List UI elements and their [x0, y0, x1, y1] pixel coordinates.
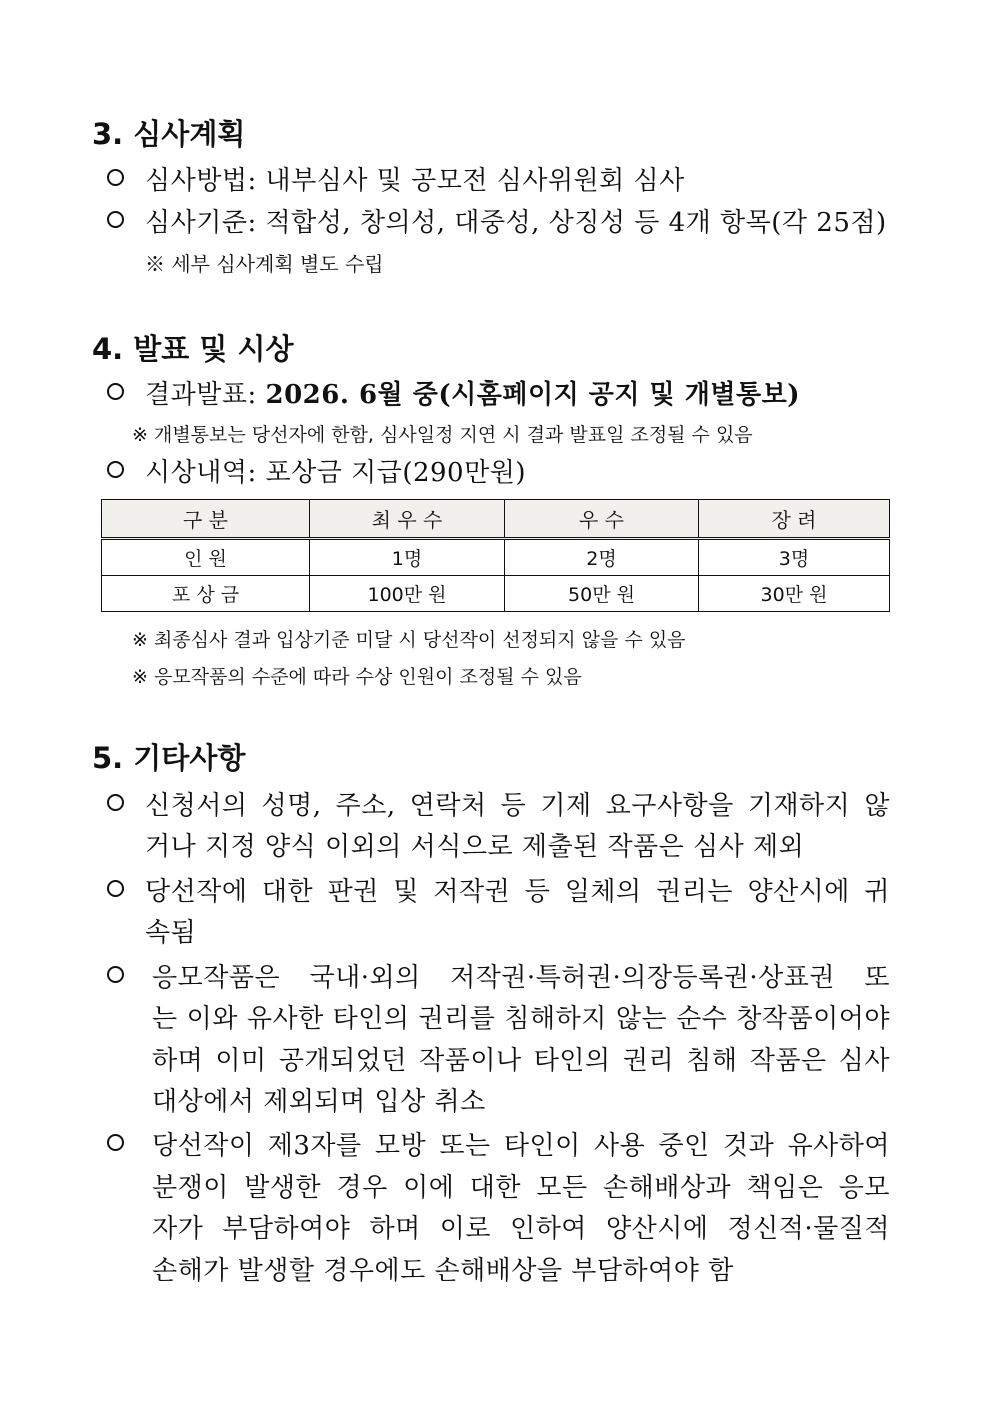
other-item-3-line-4: 대상에서 제외되며 입상 취소	[152, 1087, 486, 1117]
circle-bullet-icon	[107, 461, 124, 478]
other-item-1-line-2: 거나 지정 양식 이외의 서식으로 제출된 작품은 심사 제외	[145, 832, 805, 862]
table-cell: 100만 원	[310, 576, 505, 612]
result-announcement-date: 2026. 6월 중(시홈페이지 공지 및 개별통보)	[265, 380, 800, 410]
award-details: 시상내역: 포상금 지급(290만원)	[145, 458, 526, 488]
other-item-3-line-1: 응모작품은 국내·외의 저작권·특허권·의장등록권·상표권 또	[152, 963, 890, 993]
award-table-header	[102, 500, 890, 539]
other-item-3-line-2: 는 이와 유사한 타인의 권리를 침해하지 않는 순수 창작품이어야	[152, 1004, 890, 1034]
award-table	[101, 499, 890, 612]
circle-bullet-icon	[107, 383, 124, 400]
table-cell: 포 상 금	[102, 576, 310, 612]
table-cell: 3명	[699, 539, 890, 576]
circle-bullet-icon	[107, 880, 124, 897]
circle-bullet-icon	[107, 169, 124, 186]
circle-bullet-icon	[107, 966, 124, 983]
other-item-2-line-1: 당선작에 대한 판권 및 저작권 등 일체의 권리는 양산시에 귀	[145, 877, 890, 907]
table-cell: 30만 원	[699, 576, 890, 612]
table-cell: 1명	[310, 539, 505, 576]
circle-bullet-icon	[107, 211, 124, 228]
circle-bullet-icon	[107, 794, 124, 811]
header-grand-prize: 최 우 수	[310, 500, 505, 539]
header-category: 구 분	[102, 500, 310, 539]
table-row	[102, 539, 890, 576]
announcement-note: ※ 개별통보는 당선자에 한함, 심사일정 지연 시 결과 발표일 조정될 수 있음	[132, 424, 753, 446]
other-item-4-line-2: 분쟁이 발생한 경우 이에 대한 모든 손해배상과 책임은 응모	[152, 1173, 890, 1203]
header-excellence: 우 수	[505, 500, 699, 539]
award-note-2: ※ 응모작품의 수준에 따라 수상 인원이 조정될 수 있음	[132, 666, 582, 688]
table-cell: 인 원	[102, 539, 310, 576]
other-item-4-line-3: 자가 부담하여야 하며 이로 인하여 양산시에 정신적·물질적	[152, 1214, 890, 1244]
award-note-1: ※ 최종심사 결과 입상기준 미달 시 당선작이 선정되지 않을 수 있음	[132, 629, 686, 651]
section-4-heading: 4. 발표 및 시상	[92, 332, 294, 366]
table-cell: 2명	[505, 539, 699, 576]
result-announcement-label: 결과발표:	[145, 380, 266, 410]
table-cell: 50만 원	[505, 576, 699, 612]
review-note: ※ 세부 심사계획 별도 수립	[145, 252, 384, 276]
section-5-heading: 5. 기타사항	[92, 741, 246, 775]
review-criteria: 심사기준: 적합성, 창의성, 대중성, 상징성 등 4개 항목(각 25점)	[145, 208, 887, 238]
circle-bullet-icon	[107, 1134, 124, 1151]
header-encouragement: 장 려	[699, 500, 890, 539]
section-3-heading: 3. 심사계획	[92, 117, 246, 151]
other-item-4-line-4: 손해가 발생할 경우에도 손해배상을 부담하여야 함	[152, 1256, 734, 1286]
other-item-2-line-2: 속됨	[145, 918, 197, 948]
result-announcement	[145, 374, 800, 411]
table-row	[102, 576, 890, 612]
other-item-3-line-3: 하며 이미 공개되었던 작품이나 타인의 권리 침해 작품은 심사	[152, 1046, 890, 1076]
review-method: 심사방법: 내부심사 및 공모전 심사위원회 심사	[145, 166, 685, 196]
other-item-1-line-1: 신청서의 성명, 주소, 연락처 등 기제 요구사항을 기재하지 않	[145, 791, 890, 821]
other-item-4-line-1: 당선작이 제3자를 모방 또는 타인이 사용 중인 것과 유사하여	[152, 1131, 890, 1161]
